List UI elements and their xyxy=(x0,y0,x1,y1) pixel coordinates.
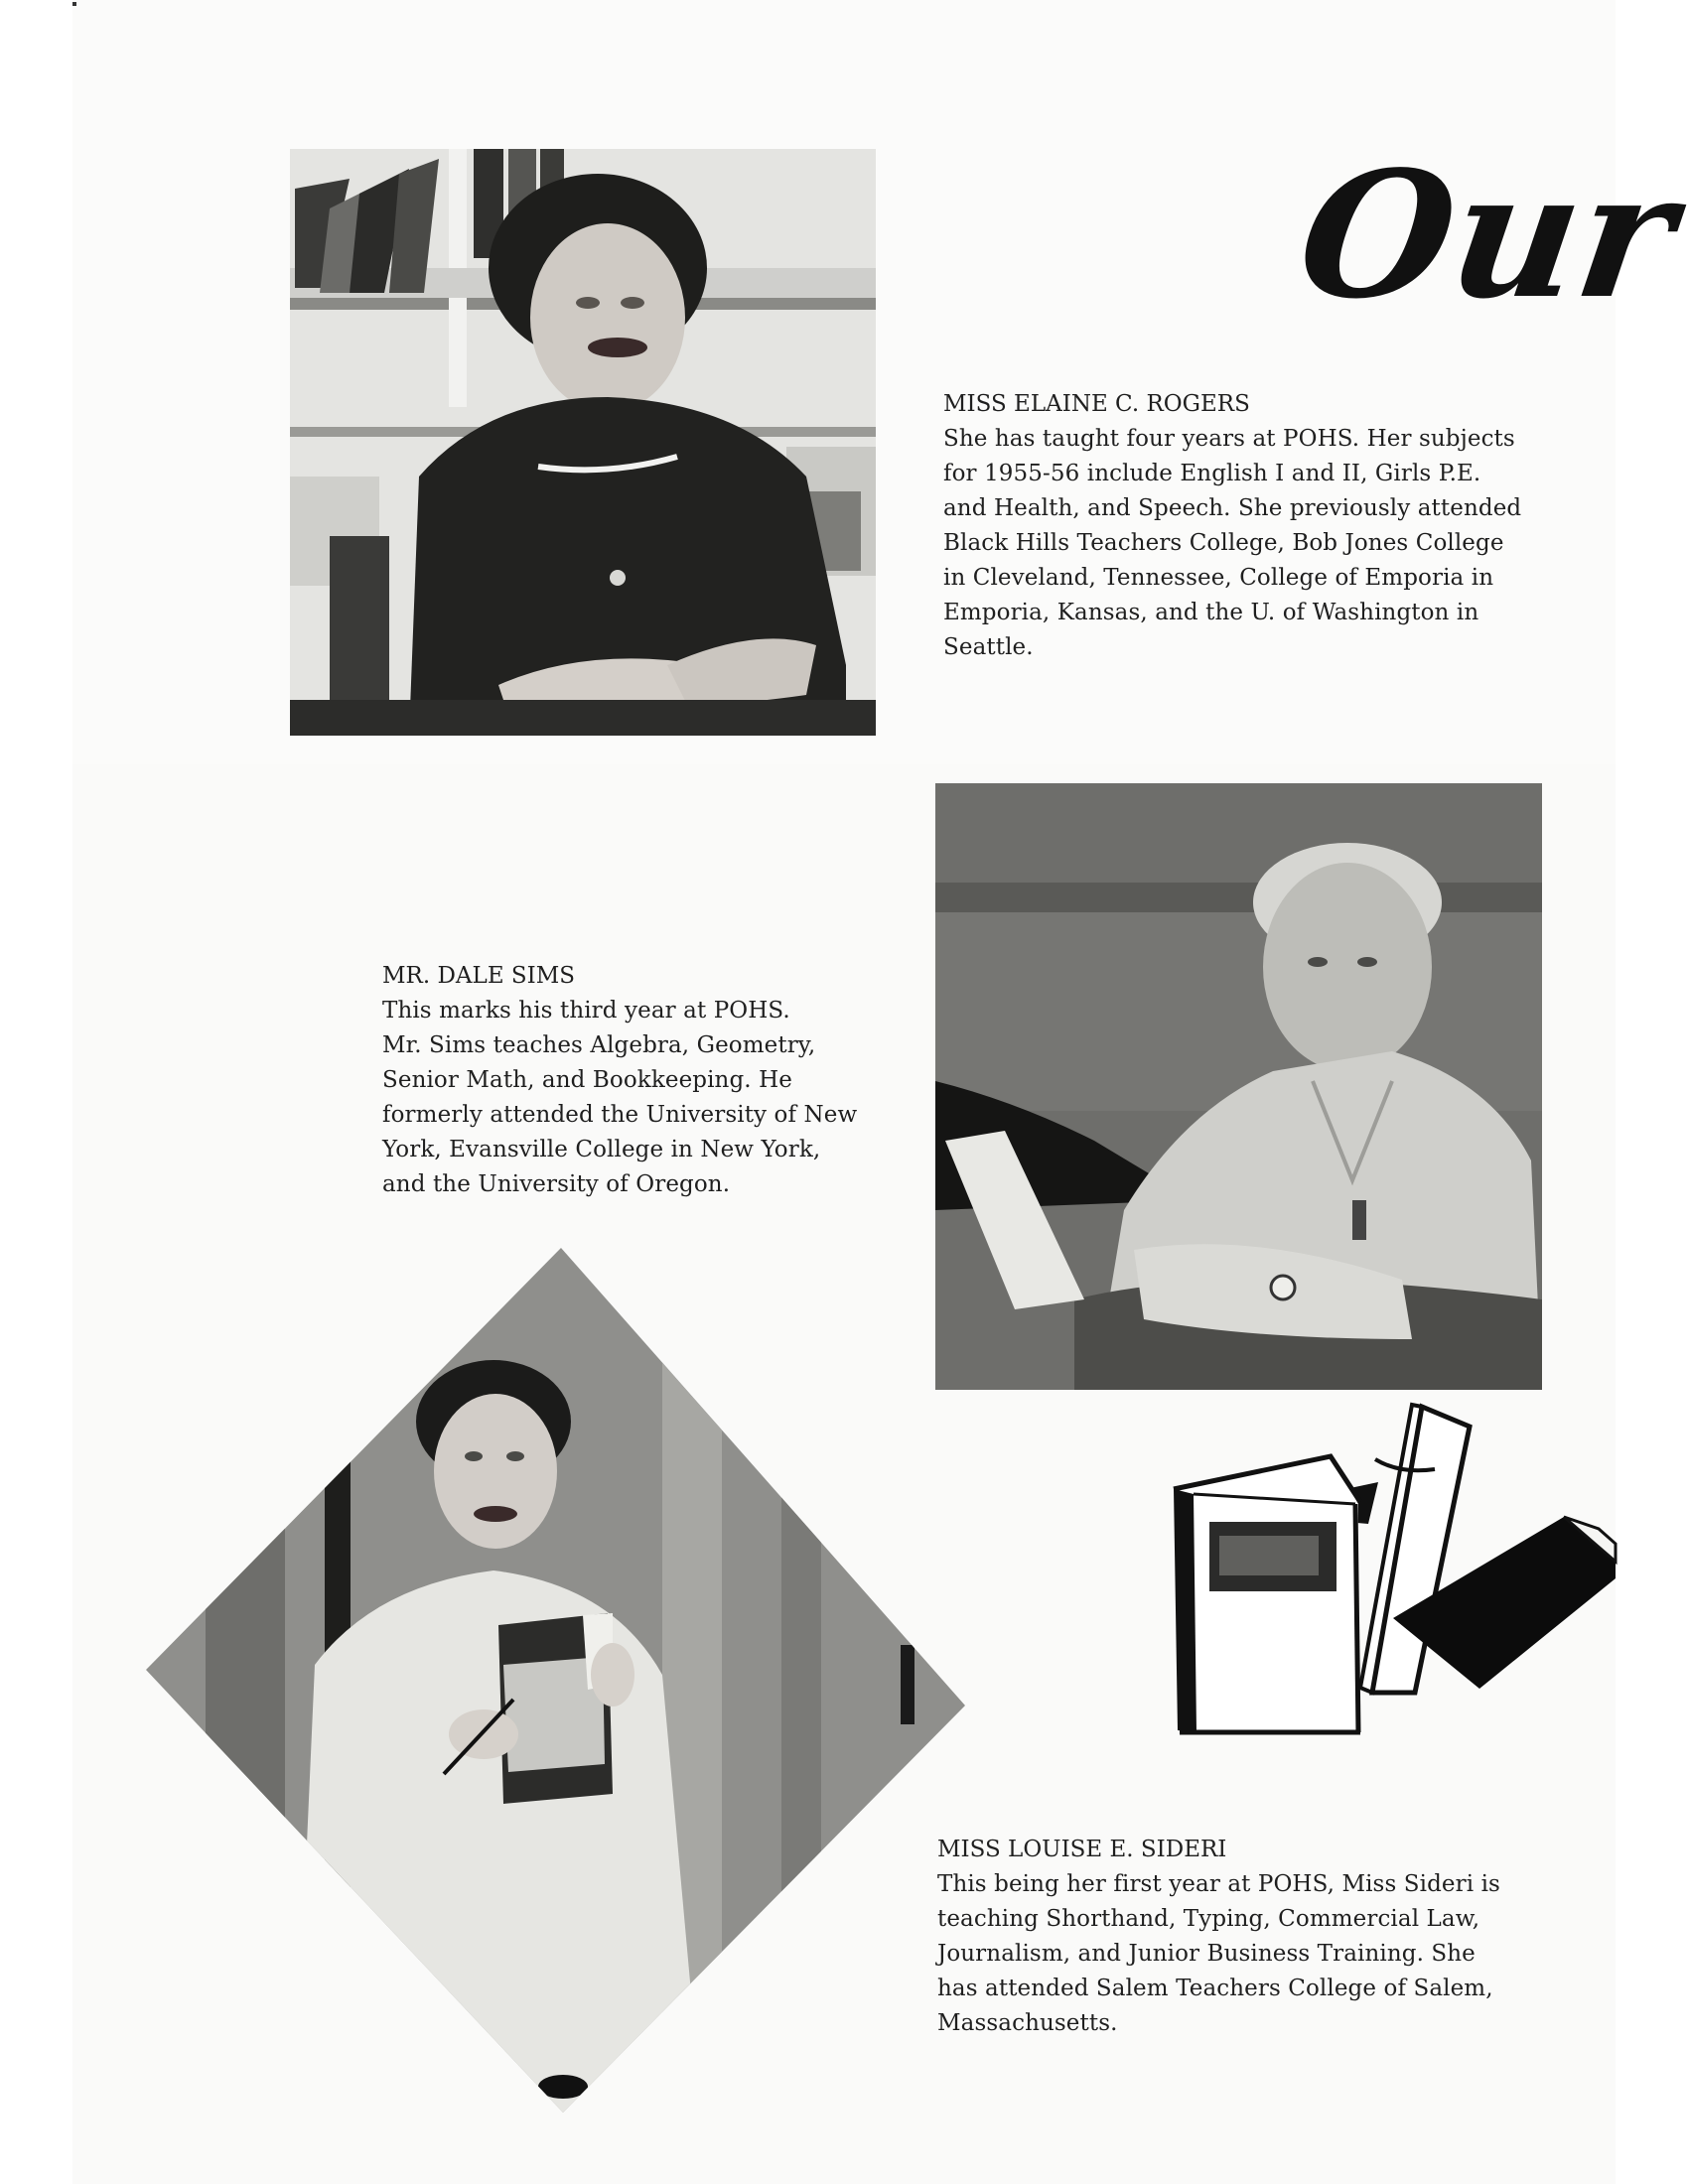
bio-line: formerly attended the University of New xyxy=(382,1102,858,1128)
page-heading xyxy=(1288,119,1686,338)
bio-line: York, Evansville College in New York, xyxy=(382,1137,821,1162)
bio-line: Emporia, Kansas, and the U. of Washington in xyxy=(943,600,1479,625)
bio-line: has attended Salem Teachers College of Salem, xyxy=(937,1976,1493,2001)
bio-line: Massachusetts. xyxy=(937,2010,1118,2036)
bio-line: Black Hills Teachers College, Bob Jones College xyxy=(943,530,1504,556)
bio-line: teaching Shorthand, Typing, Commercial Law, xyxy=(937,1906,1480,1932)
teacher-name: MISS LOUISE E. SIDERI xyxy=(937,1837,1227,1862)
bio-line: Senior Math, and Bookkeeping. He xyxy=(382,1067,792,1093)
page-heading-text: Our xyxy=(1288,133,1686,338)
bio-line: in Cleveland, Tennessee, College of Emporia in xyxy=(943,565,1494,591)
bio-line: Seattle. xyxy=(943,634,1034,660)
teacher-bio-sims xyxy=(382,959,857,1202)
teacher-bio-rogers xyxy=(943,387,1521,665)
teacher-photo-sims xyxy=(935,783,1542,1390)
books-illustration xyxy=(1152,1395,1616,1737)
scan-speck xyxy=(72,2,76,6)
bio-line: and Health, and Speech. She previously attended xyxy=(943,495,1522,521)
bio-line: This being her first year at POHS, Miss Sideri is xyxy=(937,1871,1500,1897)
upright-book-icon xyxy=(1174,1454,1360,1732)
teacher-name: MR. DALE SIMS xyxy=(382,963,576,989)
bio-line: for 1955-56 include English I and II, Girls P.E. xyxy=(943,461,1481,486)
teacher-photo-rogers xyxy=(290,149,876,736)
teacher-bio-sideri xyxy=(937,1833,1500,2041)
bio-line: Journalism, and Junior Business Training. She xyxy=(937,1941,1476,1967)
bio-line: Mr. Sims teaches Algebra, Geometry, xyxy=(382,1032,816,1058)
bio-line: and the University of Oregon. xyxy=(382,1171,731,1197)
bio-line: This marks his third year at POHS. xyxy=(382,998,790,1024)
bio-line: She has taught four years at POHS. Her subjects xyxy=(943,426,1515,452)
teacher-name: MISS ELAINE C. ROGERS xyxy=(943,391,1250,417)
